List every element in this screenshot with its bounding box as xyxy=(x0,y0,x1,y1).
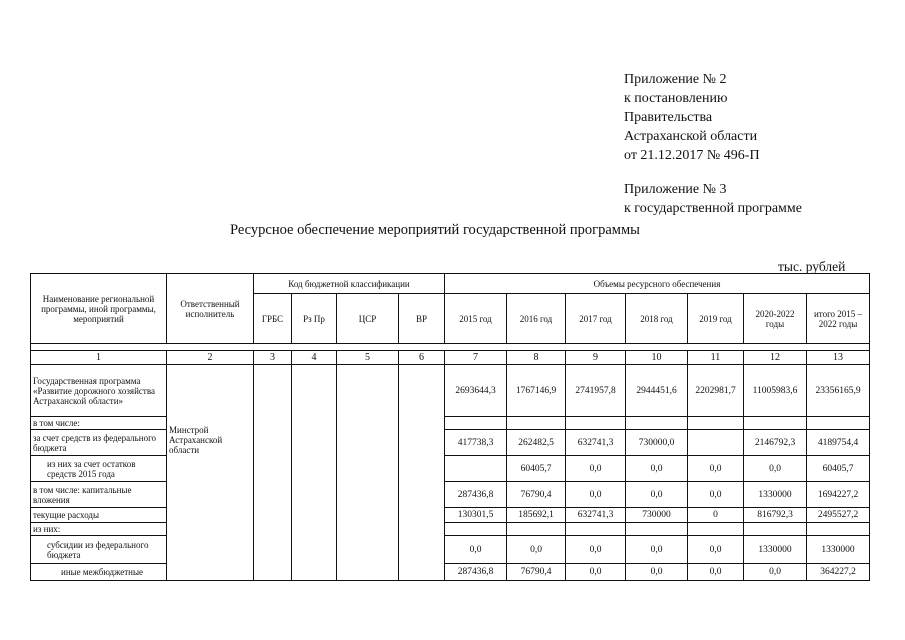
value-cell: 4189754,4 xyxy=(807,430,870,456)
header-2017: 2017 год xyxy=(566,294,626,344)
header-executor: Ответственный исполнитель xyxy=(167,274,254,344)
value-cell xyxy=(744,417,807,430)
csr-cell xyxy=(337,365,399,581)
unit-label: тыс. рублей xyxy=(778,259,846,274)
value-cell: 0,0 xyxy=(445,536,507,564)
table-row xyxy=(31,365,870,417)
header-name: Наименование региональной программы, иной программы, мероприятий xyxy=(31,274,167,344)
table-row xyxy=(31,456,870,482)
value-cell: 1694227,2 xyxy=(807,482,870,508)
value-cell: 76790,4 xyxy=(507,564,566,581)
annex-line: к постановлению xyxy=(624,91,728,106)
col-number: 13 xyxy=(807,351,870,365)
row-name: субсидии из федерального бюджета xyxy=(31,536,167,564)
value-cell: 1330000 xyxy=(744,536,807,564)
row-name: из них за счет остатков средств 2015 года xyxy=(31,456,167,482)
annex-line: Астраханской области xyxy=(624,129,758,144)
header-rzpr: Рз Пр xyxy=(292,294,337,344)
value-cell xyxy=(507,417,566,430)
row-name: в том числе: xyxy=(31,417,167,430)
table-row xyxy=(31,430,870,456)
grbs-cell xyxy=(254,365,292,581)
value-cell xyxy=(688,523,744,536)
value-cell: 262482,5 xyxy=(507,430,566,456)
header-grbs: ГРБС xyxy=(254,294,292,344)
vr-cell xyxy=(399,365,445,581)
table-row xyxy=(31,508,870,523)
annex-line: Приложение № 3 xyxy=(624,182,727,197)
value-cell: 287436,8 xyxy=(445,482,507,508)
value-cell: 0,0 xyxy=(744,456,807,482)
col-number: 1 xyxy=(31,351,167,365)
value-cell xyxy=(688,417,744,430)
row-name: из них: xyxy=(31,523,167,536)
value-cell: 1330000 xyxy=(807,536,870,564)
value-cell: 2693644,3 xyxy=(445,365,507,417)
value-cell: 0,0 xyxy=(688,456,744,482)
value-cell xyxy=(566,523,626,536)
value-cell: 185692,1 xyxy=(507,508,566,523)
value-cell: 2495527,2 xyxy=(807,508,870,523)
rzpr-cell xyxy=(292,365,337,581)
resource-table xyxy=(30,273,870,581)
col-number: 12 xyxy=(744,351,807,365)
value-cell: 23356165,9 xyxy=(807,365,870,417)
value-cell: 60405,7 xyxy=(507,456,566,482)
row-name: иные межбюджетные xyxy=(31,564,167,581)
annex-line: к государственной программе xyxy=(624,201,802,216)
col-number: 6 xyxy=(399,351,445,365)
value-cell xyxy=(807,523,870,536)
header-total: итого 2015 – 2022 годы xyxy=(807,294,870,344)
col-number: 4 xyxy=(292,351,337,365)
value-cell: 1767146,9 xyxy=(507,365,566,417)
col-number: 7 xyxy=(445,351,507,365)
value-cell: 632741,3 xyxy=(566,430,626,456)
table-row xyxy=(31,523,870,536)
value-cell: 287436,8 xyxy=(445,564,507,581)
value-cell: 11005983,6 xyxy=(744,365,807,417)
header-2016: 2016 год xyxy=(507,294,566,344)
value-cell xyxy=(566,417,626,430)
annex-header xyxy=(624,70,802,218)
value-cell: 0,0 xyxy=(626,482,688,508)
value-cell: 0,0 xyxy=(626,536,688,564)
value-cell xyxy=(445,456,507,482)
table-row xyxy=(31,482,870,508)
row-name: Государственная программа «Развитие дорожного хозяйства Астраханской области» xyxy=(31,365,167,417)
col-number: 9 xyxy=(566,351,626,365)
value-cell xyxy=(807,417,870,430)
col-number: 5 xyxy=(337,351,399,365)
value-cell: 0,0 xyxy=(566,564,626,581)
value-cell: 632741,3 xyxy=(566,508,626,523)
value-cell: 0,0 xyxy=(566,482,626,508)
value-cell: 730000,0 xyxy=(626,430,688,456)
value-cell: 0,0 xyxy=(566,536,626,564)
value-cell xyxy=(688,430,744,456)
row-name: в том числе: капитальные вложения xyxy=(31,482,167,508)
value-cell: 0,0 xyxy=(688,564,744,581)
value-cell xyxy=(445,523,507,536)
col-number: 11 xyxy=(688,351,744,365)
value-cell: 2944451,6 xyxy=(626,365,688,417)
row-name: за счет средств из федерального бюджета xyxy=(31,430,167,456)
value-cell: 730000 xyxy=(626,508,688,523)
value-cell: 2741957,8 xyxy=(566,365,626,417)
value-cell xyxy=(744,523,807,536)
value-cell: 0,0 xyxy=(507,536,566,564)
table-row xyxy=(31,417,870,430)
annex-date-line: от 21.12.2017 № 496-П xyxy=(624,148,760,163)
header-csr: ЦСР xyxy=(337,294,399,344)
value-cell xyxy=(626,417,688,430)
value-cell: 816792,3 xyxy=(744,508,807,523)
value-cell: 2202981,7 xyxy=(688,365,744,417)
header-2018: 2018 год xyxy=(626,294,688,344)
value-cell xyxy=(507,523,566,536)
table-row xyxy=(31,564,870,581)
value-cell: 0,0 xyxy=(688,482,744,508)
value-cell xyxy=(445,417,507,430)
row-name: текущие расходы xyxy=(31,508,167,523)
value-cell: 1330000 xyxy=(744,482,807,508)
table-row xyxy=(31,536,870,564)
value-cell xyxy=(626,523,688,536)
document-title: Ресурсное обеспечение мероприятий государственной программы xyxy=(230,222,640,238)
annex-line: Правительства xyxy=(624,110,713,125)
col-number: 8 xyxy=(507,351,566,365)
col-number: 10 xyxy=(626,351,688,365)
value-cell: 0 xyxy=(688,508,744,523)
value-cell: 0,0 xyxy=(566,456,626,482)
col-number: 3 xyxy=(254,351,292,365)
value-cell: 2146792,3 xyxy=(744,430,807,456)
value-cell: 417738,3 xyxy=(445,430,507,456)
value-cell: 76790,4 xyxy=(507,482,566,508)
header-vr: ВР xyxy=(399,294,445,344)
col-number: 2 xyxy=(167,351,254,365)
value-cell: 60405,7 xyxy=(807,456,870,482)
header-budget-code: Код бюджетной классификации xyxy=(254,274,445,294)
header-2020-2022: 2020-2022 годы xyxy=(744,294,807,344)
header-2019: 2019 год xyxy=(688,294,744,344)
value-cell: 130301,5 xyxy=(445,508,507,523)
value-cell: 0,0 xyxy=(688,536,744,564)
value-cell: 0,0 xyxy=(744,564,807,581)
value-cell: 0,0 xyxy=(626,456,688,482)
value-cell: 0,0 xyxy=(626,564,688,581)
executor-cell: Минстрой Астраханской области xyxy=(167,365,254,581)
header-2015: 2015 год xyxy=(445,294,507,344)
header-volumes: Объемы ресурсного обеспечения xyxy=(445,274,870,294)
annex-line: Приложение № 2 xyxy=(624,72,727,87)
value-cell: 364227,2 xyxy=(807,564,870,581)
